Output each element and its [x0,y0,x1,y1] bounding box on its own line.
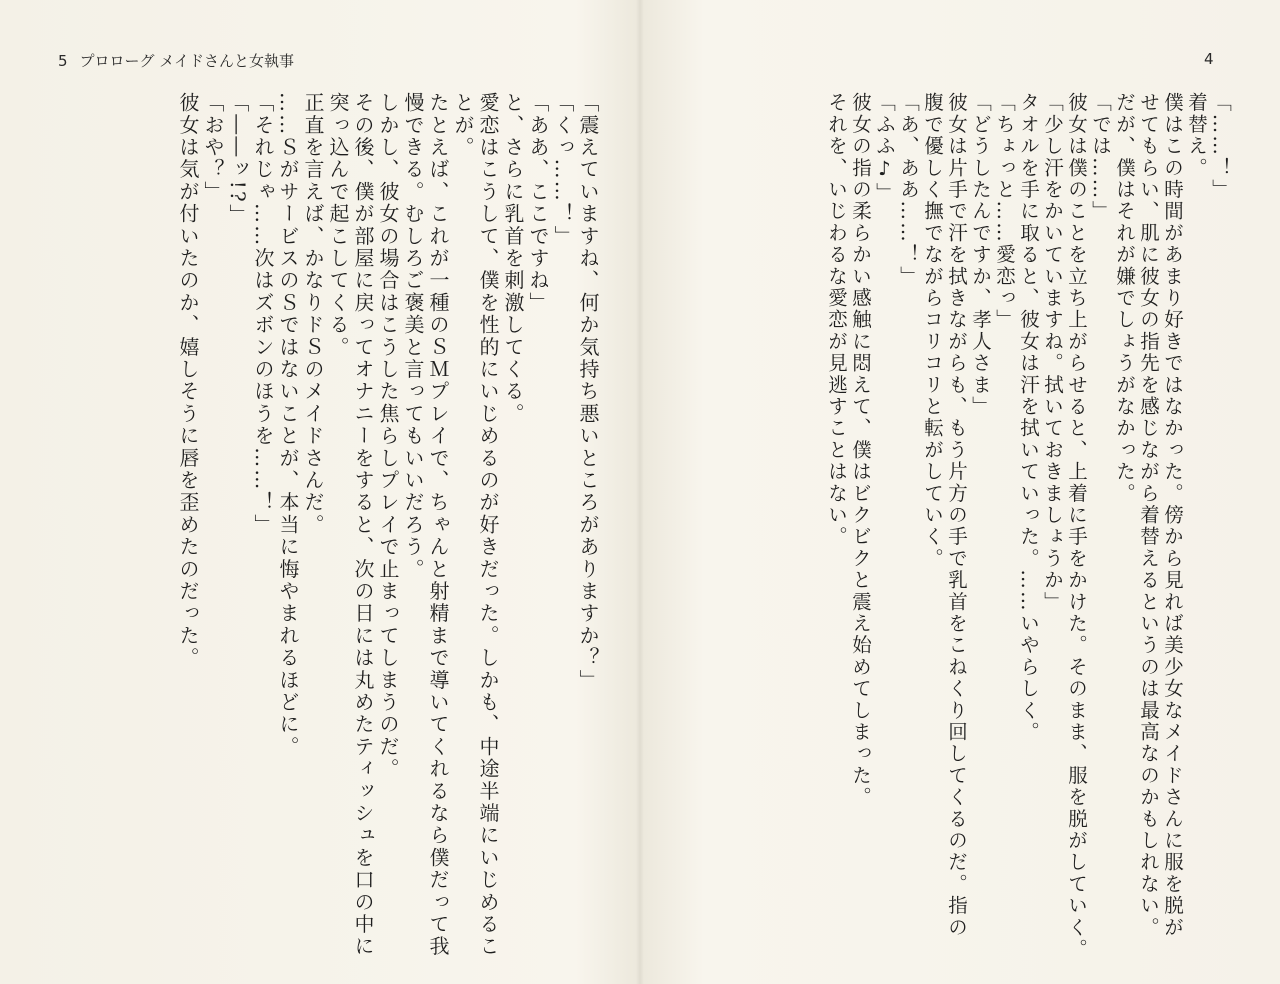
text-line: せてもらい、肌に彼女の指先を感じながら着替えるというのは最高なのかもしれない。 [1137,92,1160,939]
left-page-text [175,92,600,962]
running-header [58,50,294,71]
text-line: 彼女は片手で汗を拭きながらも、もう片方の手で乳首をこねくり回してくるのだ。指の [945,92,968,939]
text-line: だが、僕はそれが嫌でしょうがなかった。 [1113,92,1136,505]
text-line: しかし、彼女の場合はこうした焦らしプレイで止まってしまうのだ。 [376,92,400,781]
text-line: 彼女は気が付いたのか、嬉しそうに唇を歪めたのだった。 [176,92,200,670]
text-line: 僕はこの時間があまり好きではなかった。傍から見れば美少女なメイドさんに服を脱が [1161,92,1184,939]
text-line: たとえば、これが一種のＳＭプレイで、ちゃんと射精まで導いてくれるなら僕だって我 [426,92,450,958]
right-page [640,0,1280,984]
text-line: ……ＳがサービスのＳではないことが、本当に悔やまれるほどに。 [276,92,300,758]
text-line: 「では……」 [1089,92,1112,223]
text-line: 「少し汗をかいていますね。拭いておきましょうか」 [1041,92,1064,613]
text-line: それを、いじわるな愛恋が見逃すことはない。 [825,92,848,548]
text-line: 「ああ、ここですね」 [526,92,550,314]
text-line: 突っ込んで起こしてくる。 [326,92,350,359]
text-line: その後、僕が部屋に戻ってオナニーをすると、次の日には丸めたティッシュを口の中に [351,92,375,958]
right-page-number: 4 [1204,50,1214,68]
right-page-text [824,92,1232,962]
text-line: 「ちょっと……愛恋っ」 [993,92,1016,331]
text-line: 「どうしたんですか、孝人さま」 [969,92,992,418]
text-line: とが。 [451,92,475,159]
text-line: 「おや？」 [201,92,225,203]
text-line: 「――ッ!?」 [226,92,250,227]
text-line: 「それじゃ……次はズボンのほうを……！」 [251,92,275,536]
text-line: 腹で優しく撫でながらコリコリと転がしていく。 [921,92,944,570]
text-line: 「あ、ああ……！」 [897,92,920,288]
left-page-number: 5 [58,52,68,70]
text-line: 慢できる。むしろご褒美と言ってもいいだろう。 [401,92,425,581]
text-line: 正直を言えば、かなりドＳのメイドさんだ。 [301,92,325,536]
text-line: 愛恋はこうして、僕を性的にいじめるのが好きだった。しかも、中途半端にいじめるこ [476,92,500,958]
text-line: 着替え。 [1185,92,1208,179]
text-line: 彼女は僕のことを立ち上がらせると、上着に手をかけた。そのまま、服を脱がしていく。 [1065,92,1088,960]
text-line: と、さらに乳首を刺激してくる。 [501,92,525,425]
text-line: タオルを手に取ると、彼女は汗を拭いていった。……いやらしく。 [1017,92,1040,743]
text-line: 彼女の指の柔らかい感触に悶えて、僕はビクビクと震え始めてしまった。 [849,92,872,809]
running-title: プロローグ メイドさんと女執事 [79,52,295,70]
text-line: 「……！」 [1209,92,1232,201]
text-line: 「ふふ♪」 [873,92,896,204]
text-line: 「震えていますね、何か気持ち悪いところがありますか？」 [576,92,600,692]
text-line: 「くっ……！」 [551,92,575,248]
